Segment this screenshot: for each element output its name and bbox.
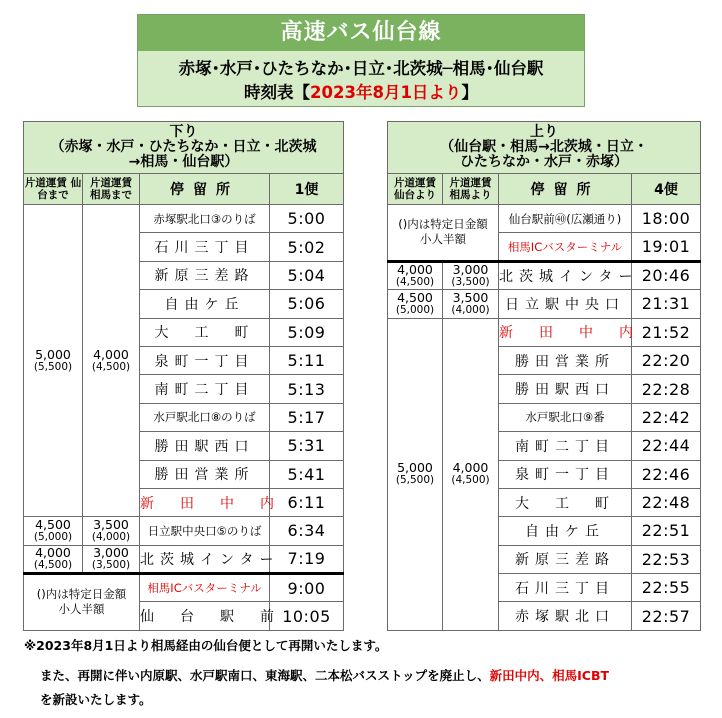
departure-time: 22:57 — [632, 602, 701, 630]
stop-name: 新原三差路 — [140, 261, 270, 289]
stop-name: 水戸駅北口⑧のりば — [140, 403, 270, 431]
fare-soma-special: (4,500) — [91, 360, 131, 373]
stop-name: 勝田駅西口 — [140, 432, 270, 460]
fare-sendai — [24, 205, 83, 517]
up-col-fare-soma: 片道運賃 相馬より — [443, 174, 499, 205]
stop-name: 南町二丁目 — [140, 375, 270, 403]
departure-time: 5:00 — [270, 205, 344, 233]
departure-time: 6:34 — [270, 517, 344, 545]
note-line-2-text: また、再開に伴い内原駅、水戸駅南口、東海駅、二本松バスストップを廃止し、 — [40, 668, 490, 683]
stop-name: 相馬ICバスターミナル — [499, 233, 632, 261]
down-col-bin: 1便 — [270, 174, 344, 205]
departure-time: 22:28 — [632, 375, 701, 403]
fare-note-line-2: 小人半額 — [420, 232, 466, 247]
departure-time: 5:04 — [270, 261, 344, 289]
fare-soma-special: (4,500) — [451, 474, 490, 487]
departure-time: 5:17 — [270, 403, 344, 431]
fare-soma-special: (3,500) — [451, 275, 490, 288]
stop-name: 日立駅中央口⑤のりば — [140, 517, 270, 545]
table-row — [24, 574, 344, 602]
table-row — [388, 205, 701, 233]
departure-time: 22:46 — [632, 460, 701, 488]
up-subtitle-2: ひたちなか・水戸・赤塚） — [460, 154, 629, 170]
departure-time: 22:48 — [632, 488, 701, 516]
stop-name: 新 田 中 内 — [499, 318, 632, 346]
fare-sendai-value: 4,000 — [397, 261, 433, 277]
departure-time: 22:55 — [632, 574, 701, 602]
fare-note-line-1: ()内は特定日金額 — [36, 587, 127, 602]
stop-name: 石川三丁目 — [499, 574, 632, 602]
departure-time: 22:53 — [632, 545, 701, 573]
fare-sendai — [24, 517, 83, 545]
table-row — [24, 545, 344, 573]
fare-soma-special: (4,000) — [451, 303, 490, 316]
up-col-fare-sendai: 片道運賃 仙台より — [388, 174, 443, 205]
departure-time: 19:01 — [632, 233, 701, 261]
note-line-2-highlight: 新田中内、相馬ICBT — [489, 668, 610, 683]
timetable-label — [138, 81, 584, 105]
fare-sendai — [388, 318, 443, 630]
note-line-3: を新設いたします。 — [40, 692, 152, 707]
title-box — [137, 14, 585, 107]
title-bar: 高速バス仙台線 — [138, 15, 584, 51]
stop-name: 仙台駅前㊵(広瀬通り) — [499, 205, 632, 233]
route-subtitle: 赤塚･水戸･ひたちなか･日立･北茨城─相馬･仙台駅 — [178, 59, 544, 78]
fare-sendai-value: 4,500 — [35, 516, 71, 532]
stop-name: 南町二丁目 — [499, 432, 632, 460]
departure-time: 22:20 — [632, 346, 701, 374]
stop-name: 新原三差路 — [499, 545, 632, 573]
fare-soma-value: 4,000 — [452, 460, 489, 476]
up-subtitle-1: （仙台駅・相馬→北茨城・日立・ — [440, 139, 648, 155]
stop-name: 勝田駅西口 — [499, 375, 632, 403]
departure-time: 5:06 — [270, 290, 344, 318]
stop-name: 新 田 中 内 — [140, 488, 270, 516]
departure-time: 21:52 — [632, 318, 701, 346]
stop-name: 日立駅中央口 — [499, 290, 632, 318]
departure-time: 22:44 — [632, 432, 701, 460]
departure-time: 10:05 — [270, 602, 344, 630]
up-timetable — [387, 121, 701, 631]
note-line-2 — [40, 666, 609, 684]
timetable-prefix: 時刻表【 — [244, 83, 311, 102]
fare-sendai — [388, 290, 443, 318]
fare-note — [24, 574, 140, 631]
fare-soma — [443, 290, 499, 318]
fare-soma — [443, 261, 499, 289]
stop-name: 勝田営業所 — [140, 460, 270, 488]
fare-sendai-special: (5,000) — [395, 303, 435, 316]
fare-soma — [83, 545, 140, 573]
down-col-stop: 停留所 — [140, 174, 270, 205]
stop-name: 自由ケ丘 — [499, 517, 632, 545]
down-subtitle-2: →相馬・仙台駅） — [128, 154, 239, 170]
table-row — [388, 318, 701, 346]
fare-soma — [83, 517, 140, 545]
stop-name: 大 工 町 — [499, 488, 632, 516]
fare-soma-value: 3,500 — [93, 516, 129, 532]
departure-time: 5:13 — [270, 375, 344, 403]
up-col-bin: 4便 — [632, 174, 701, 205]
fare-sendai-value: 4,000 — [35, 544, 71, 560]
timetable-suffix: 】 — [461, 83, 478, 102]
up-title: 上り — [530, 124, 559, 140]
table-row — [24, 517, 344, 545]
fare-sendai-special: (5,000) — [33, 530, 73, 543]
departure-time: 21:31 — [632, 290, 701, 318]
departure-time: 22:42 — [632, 403, 701, 431]
table-row — [24, 205, 344, 233]
down-title: 下り — [169, 124, 198, 140]
fare-soma — [443, 318, 499, 630]
fare-soma-value: 4,000 — [93, 346, 129, 362]
stop-name: 勝田営業所 — [499, 346, 632, 374]
note-line-1: ※2023年8月1日より相馬経由の仙台便として再開いたします。 — [24, 638, 388, 653]
fare-soma-value: 3,500 — [452, 289, 489, 305]
departure-time: 18:00 — [632, 205, 701, 233]
stop-name: 大 工 町 — [140, 318, 270, 346]
fare-soma-special: (3,500) — [91, 558, 131, 571]
fare-soma-value: 3,000 — [452, 261, 489, 277]
timetable-date: 2023年8月1日より — [310, 83, 462, 102]
departure-time: 6:11 — [270, 488, 344, 516]
stop-name: 赤塚駅北口 — [499, 602, 632, 630]
fare-sendai-special: (4,500) — [395, 275, 435, 288]
fare-soma-special: (4,000) — [91, 530, 131, 543]
down-title-cell — [24, 122, 344, 174]
departure-time: 22:51 — [632, 517, 701, 545]
fare-sendai-special: (4,500) — [33, 558, 73, 571]
stop-name: 仙 台 駅 前 — [140, 602, 270, 630]
stop-name: 水戸駅北口⑨番 — [499, 403, 632, 431]
down-col-fare-soma: 片道運賃 相馬まで — [83, 174, 140, 205]
stop-name: 赤塚駅北口③のりば — [140, 205, 270, 233]
table-row — [388, 261, 701, 289]
departure-time: 9:00 — [270, 574, 344, 602]
fare-sendai — [388, 261, 443, 289]
stop-name: 相馬ICバスターミナル — [140, 574, 270, 602]
up-col-stop: 停留所 — [499, 174, 632, 205]
stop-name: 北茨城インター — [499, 261, 632, 289]
departure-time: 5:11 — [270, 346, 344, 374]
fare-sendai-value: 5,000 — [397, 460, 433, 476]
stop-name: 北茨城インター — [140, 545, 270, 573]
departure-time: 5:41 — [270, 460, 344, 488]
fare-sendai-value: 4,500 — [397, 289, 433, 305]
fare-note-line-1: ()内は特定日金額 — [398, 217, 488, 232]
down-subtitle-1: （赤塚・水戸・ひたちなか・日立・北茨城 — [50, 139, 317, 155]
stop-name: 自由ケ丘 — [140, 290, 270, 318]
fare-soma-value: 3,000 — [93, 544, 129, 560]
table-row — [388, 290, 701, 318]
down-col-fare-sendai: 片道運賃 仙台まで — [24, 174, 83, 205]
departure-time: 5:09 — [270, 318, 344, 346]
departure-time: 5:31 — [270, 432, 344, 460]
fare-sendai-value: 5,000 — [35, 346, 71, 362]
fare-sendai-special: (5,500) — [33, 360, 73, 373]
fare-note — [388, 205, 499, 262]
fare-note-line-2: 小人半額 — [58, 602, 105, 617]
departure-time: 7:19 — [270, 545, 344, 573]
fare-sendai-special: (5,500) — [395, 474, 435, 487]
stop-name: 泉町一丁目 — [140, 346, 270, 374]
departure-time: 20:46 — [632, 261, 701, 289]
down-timetable — [23, 121, 344, 631]
fare-soma — [83, 205, 140, 517]
departure-time: 5:02 — [270, 233, 344, 261]
up-title-cell — [388, 122, 701, 174]
stop-name: 石川三丁目 — [140, 233, 270, 261]
stop-name: 泉町一丁目 — [499, 460, 632, 488]
fare-sendai — [24, 545, 83, 573]
